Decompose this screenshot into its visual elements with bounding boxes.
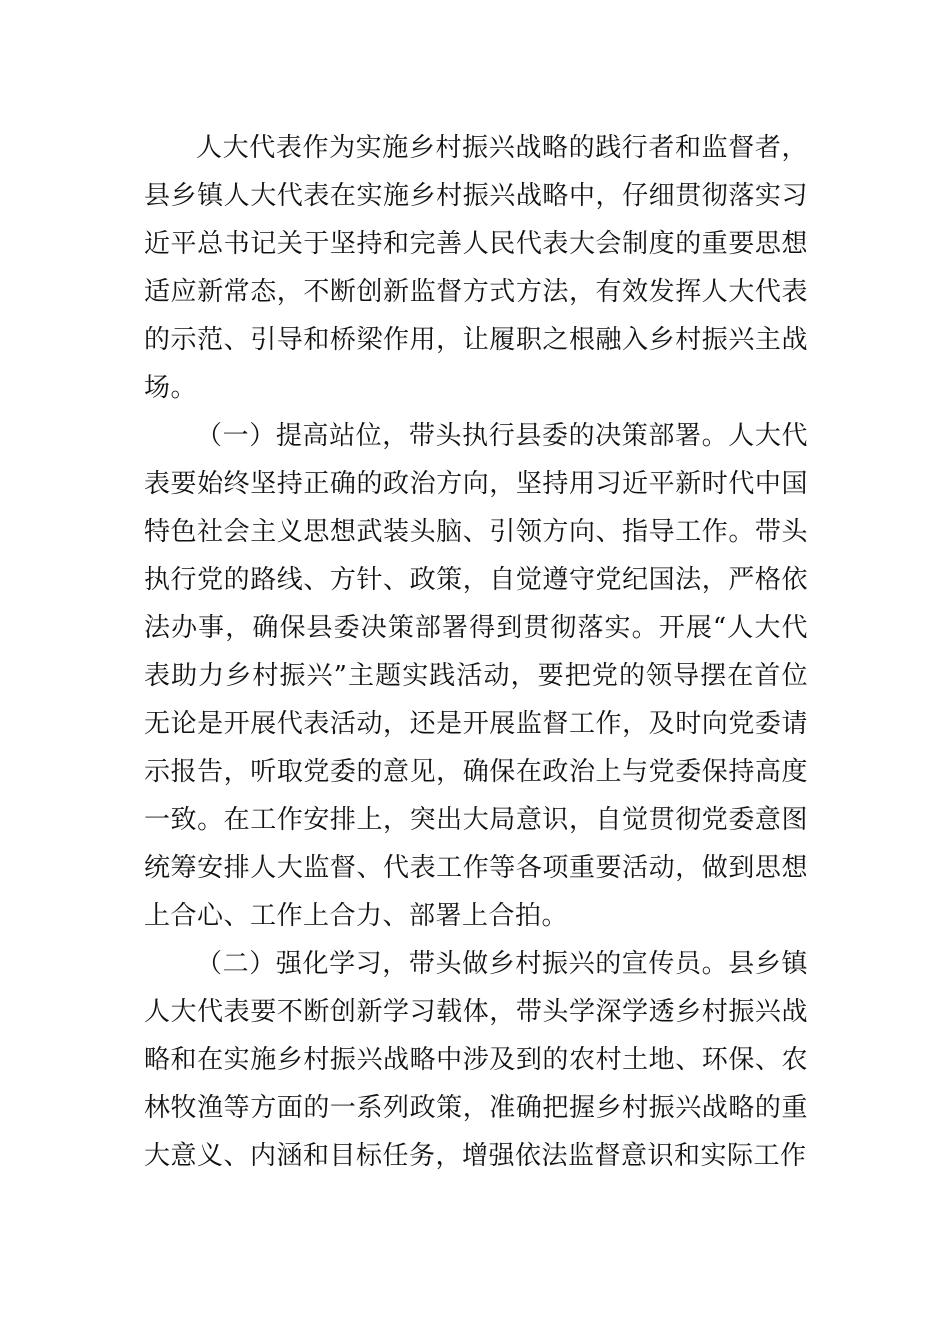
document-body [144, 124, 808, 1180]
paragraph-section-2: （二）强化学习，带头做乡村振兴的宣传员。县乡镇人大代表要不断创新学习载体，带头学深学透乡村振兴战略和在实施乡村振兴战略中涉及到的农村土地、环保、农林牧渔等方面的一系列政策，准确把握乡村振兴战略的重大意义、内涵和目标任务，增强依法监督意识和实际工作 [144, 949, 808, 1171]
paragraph-section-1: （一）提高站位，带头执行县委的决策部署。人大代表要始终坚持正确的政治方向，坚持用习近平新时代中国特色社会主义思想武装头脑、引领方向、指导工作。带头执行党的路线、方针、政策，自觉遵守党纪国法，严格依法办事，确保县委决策部署得到贯彻落实。开展“人大代表助力乡村振兴”主题实践活动，要把党的领导摆在首位无论是开展代表活动，还是开展监督工作，及时向党委请示报告，听取党委的意见，确保在政治上与党委保持高度一致。在工作安排上，突出大局意识，自觉贯彻党委意图统筹安排人大监督、代表工作等各项重要活动，做到思想上合心、工作上合力、部署上合拍。 [144, 421, 808, 931]
paragraph-intro: 人大代表作为实施乡村振兴战略的践行者和监督者，县乡镇人大代表在实施乡村振兴战略中，仔细贯彻落实习近平总书记关于坚持和完善人民代表大会制度的重要思想适应新常态，不断创新监督方式方法，有效发挥人大代表的示范、引导和桥梁作用，让履职之根融入乡村振兴主战场。 [144, 133, 808, 403]
